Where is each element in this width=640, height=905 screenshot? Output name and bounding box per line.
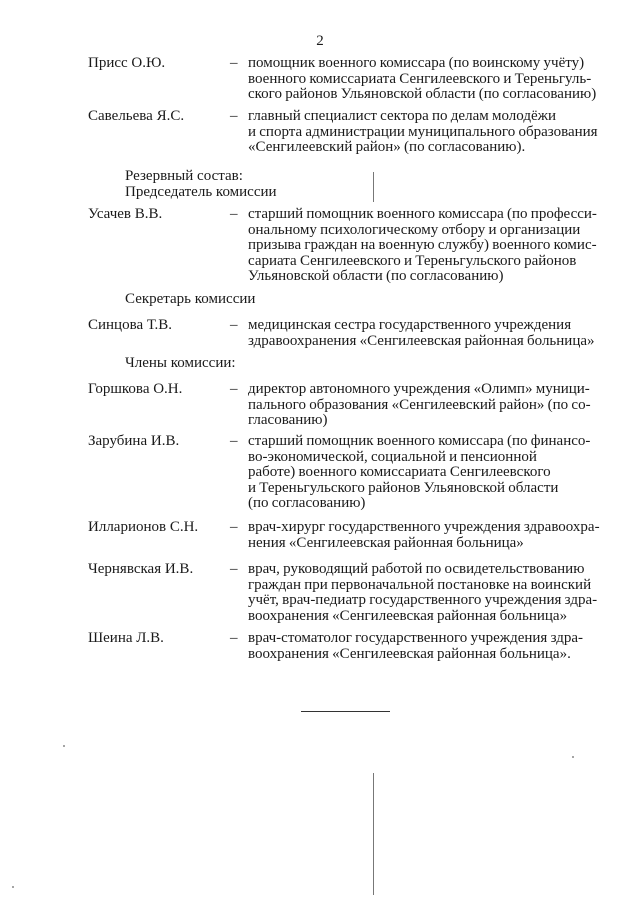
- members-heading: Члены комиссии:: [125, 355, 236, 371]
- page-number: 2: [316, 33, 324, 49]
- member-dash: –: [230, 206, 238, 222]
- description-line: призыва граждан на военную службу) военного комис-: [248, 237, 597, 253]
- member-description: [248, 631, 608, 662]
- description-line: (по согласованию): [248, 495, 366, 511]
- member-dash: –: [230, 55, 238, 71]
- description-line: «Сенгилеевский район» (по согласованию).: [248, 139, 526, 155]
- member-name: Присс О.Ю.: [88, 55, 166, 71]
- description-line: нения «Сенгилеевская районная больница»: [248, 534, 524, 551]
- scan-speck: [12, 886, 14, 888]
- member-dash: –: [230, 433, 238, 449]
- description-line: врач-стоматолог государственного учреждения здра-: [248, 630, 584, 646]
- member-description: [248, 382, 608, 429]
- secretary-heading: Секретарь комиссии: [125, 291, 256, 307]
- description-line: военного комиссариата Сенгилеевского и Тереньгуль-: [248, 70, 592, 87]
- member-dash: –: [230, 108, 238, 124]
- member-name: Синцова Т.В.: [88, 317, 173, 333]
- member-dash: –: [230, 561, 238, 577]
- member-description: [248, 109, 608, 156]
- description-line: здравоохранения «Сенгилеевская районная больница»: [248, 332, 595, 349]
- description-line: ского районов Ульяновской области (по согласованию): [248, 86, 597, 102]
- description-line: пального образования «Сенгилеевский район» (по со-: [248, 396, 591, 413]
- description-line: учёт, врач-педиатр государственного учреждения здра-: [248, 592, 598, 608]
- member-dash: –: [230, 317, 238, 333]
- scan-speck: [572, 756, 574, 758]
- member-description: [248, 318, 608, 349]
- description-line: и спорта администрации муниципального образования: [248, 123, 598, 140]
- description-line: граждан при первоначальной постановке на воинский: [248, 576, 592, 593]
- scan-mark: [373, 172, 374, 202]
- description-line: во-экономической, социальной и пенсионной: [248, 448, 537, 465]
- member-dash: –: [230, 630, 238, 646]
- reserve-heading: Резервный состав:: [125, 168, 243, 184]
- description-line: воохранения «Сенгилеевская районная больница».: [248, 645, 571, 662]
- description-line: врач-хирург государственного учреждения здравоохра-: [248, 519, 600, 535]
- description-line: директор автономного учреждения «Олимп» муници-: [248, 381, 590, 397]
- description-line: работе) военного комиссариата Сенгилеевского: [248, 464, 551, 480]
- description-line: воохранения «Сенгилеевская районная больница»: [248, 607, 568, 624]
- description-line: врач, руководящий работой по освидетельствованию: [248, 561, 585, 577]
- member-name: Шеина Л.В.: [88, 630, 164, 646]
- member-name: Илларионов С.Н.: [88, 519, 199, 535]
- member-name: Горшкова О.Н.: [88, 381, 183, 397]
- member-description: [248, 562, 608, 624]
- description-line: и Тереньгульского районов Ульяновской области: [248, 479, 559, 496]
- description-line: старший помощник военного комиссара (по финансо-: [248, 433, 591, 449]
- member-description: [248, 520, 608, 551]
- description-line: сариата Сенгилеевского и Тереньгульского районов: [248, 252, 577, 269]
- member-name: Чернявская И.В.: [88, 561, 194, 577]
- description-line: ональному психологическому отбору и организации: [248, 221, 581, 238]
- member-description: [248, 56, 608, 103]
- description-line: главный специалист сектора по делам молодёжи: [248, 108, 556, 124]
- closing-rule: [301, 711, 390, 712]
- description-line: помощник военного комиссара (по воинскому учёту): [248, 55, 585, 71]
- member-name: Зарубина И.В.: [88, 433, 180, 449]
- description-line: гласованию): [248, 412, 328, 428]
- member-dash: –: [230, 381, 238, 397]
- member-dash: –: [230, 519, 238, 535]
- description-line: медицинская сестра государственного учреждения: [248, 317, 572, 333]
- description-line: Ульяновской области (по согласованию): [248, 268, 504, 284]
- member-description: [248, 434, 608, 512]
- member-description: [248, 207, 608, 285]
- description-line: старший помощник военного комиссара (по професси-: [248, 206, 597, 222]
- chairman-heading: Председатель комиссии: [125, 184, 277, 200]
- member-name: Усачев В.В.: [88, 206, 163, 222]
- scan-mark: [373, 773, 374, 895]
- scan-speck: [63, 745, 65, 747]
- member-name: Савельева Я.С.: [88, 108, 185, 124]
